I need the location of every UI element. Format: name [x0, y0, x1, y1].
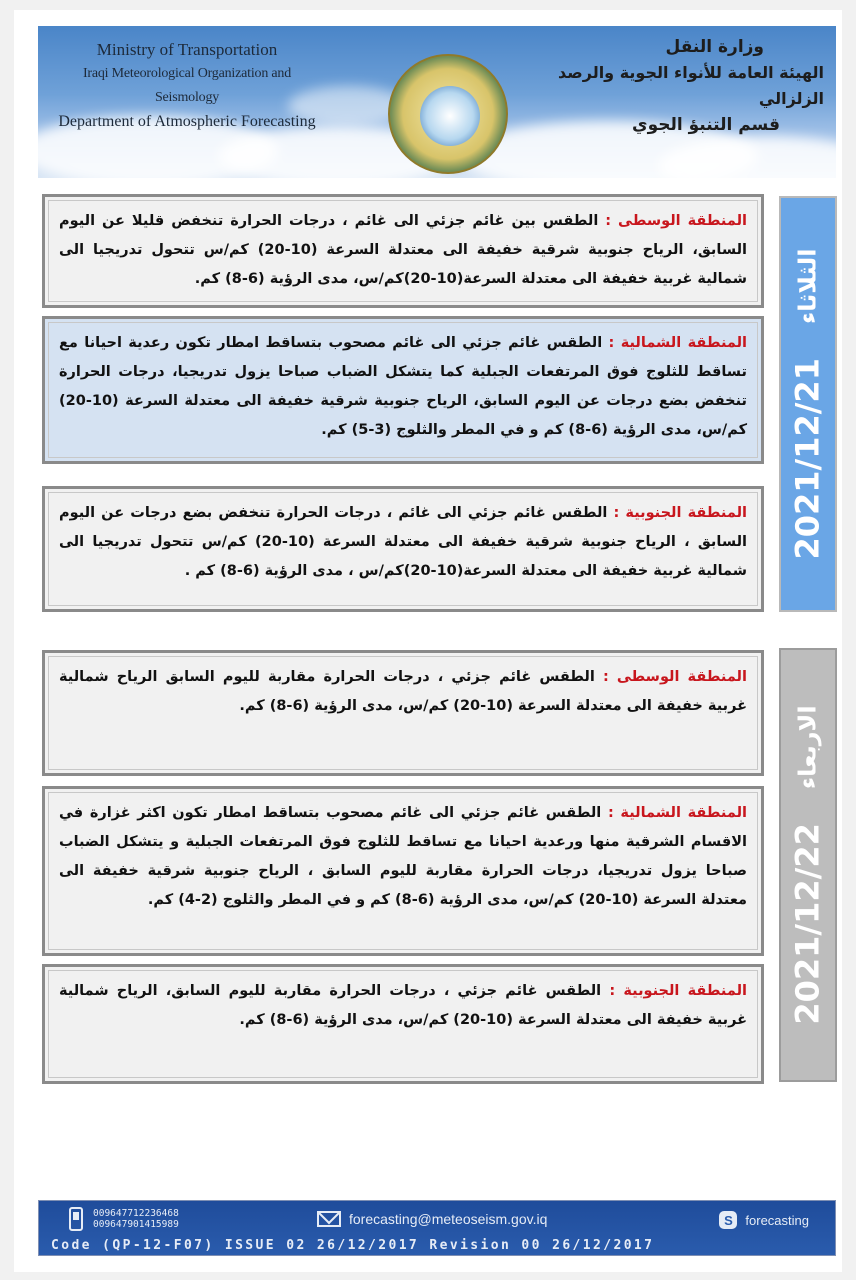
phone-icon	[69, 1207, 83, 1231]
footer-bar	[38, 1200, 836, 1256]
organization-logo	[388, 54, 508, 174]
forecast-day2-central	[42, 650, 764, 776]
day1-date-bar	[779, 196, 837, 612]
region-label: المنطقة الجنوبية :	[609, 983, 747, 999]
phone-number-1: 009647712236468	[93, 1208, 179, 1219]
day2-date-bar	[779, 648, 837, 1082]
day1-date: 2021/12/21	[789, 358, 827, 560]
forecast-day1-north	[42, 316, 764, 464]
ministry-name-ar: وزارة النقل	[665, 37, 764, 57]
region-label: المنطقة الشمالية :	[608, 335, 747, 351]
ministry-name-en: Ministry of Transportation	[96, 40, 278, 59]
forecast-text: الطقس غائم جزئي الى غائم ، درجات الحرارة تنخفض بضع درجات عن اليوم السابق ، الرياح جنوبية شرقية خفيفة الى معتدلة السرعة (10-20) كم/س تتحول تدريجيا الى شمالية غربية خفيفة الى معتدلة السرعة(10-20)كم/س ، مدى الرؤية (6-8) كم .	[59, 505, 747, 579]
header-banner	[38, 26, 836, 178]
footer-email[interactable]	[317, 1211, 547, 1227]
header-arabic	[524, 34, 824, 138]
forecast-text: الطقس غائم جزئي الى غائم مصحوب بتساقط امطار تكون رعدية احيانا مع تساقط للثلوج فوق المرتفعات الجبلية كما يتشكل الضباب صباحا يزول تدريجيا، درجات الحرارة تنخفض بضع درجات عن اليوم السابق، الرياح جنوبية شرقية خفيفة الى معتدلة السرعة (10-20) كم/س، مدى الرؤية (6-8) كم و في المطر والثلوج (3-5) كم.	[59, 335, 747, 438]
skype-icon: S	[719, 1211, 737, 1229]
forecast-day2-south	[42, 964, 764, 1084]
forecast-day1-central	[42, 194, 764, 308]
organization-name-en: Iraqi Meteorological Organization and Seismology	[82, 66, 292, 105]
organization-name-ar: الهيئة العامة للأنواء الجوية والرصد الزلزالي	[558, 63, 824, 108]
forecast-text: الطقس بين غائم جزئي الى غائم ، درجات الحرارة تنخفض قليلا عن اليوم السابق، الرياح جنوبية شرقية خفيفة الى معتدلة السرعة (10-20) كم/س تتحول تدريجيا الى شمالية غربية خفيفة الى معتدلة السرعة(10-20)كم/س، مدى الرؤية (6-8) كم.	[59, 213, 747, 287]
email-address[interactable]: forecasting@meteoseism.gov.iq	[349, 1211, 548, 1227]
region-label: المنطقة الوسطى :	[602, 669, 747, 685]
forecast-text: الطقس غائم جزئي ، درجات الحرارة مقاربة لليوم السابق الرياح شمالية غربية خفيفة الى معتدلة السرعة (10-20) كم/س، مدى الرؤية (6-8) كم.	[59, 669, 747, 714]
skype-name[interactable]: forecasting	[745, 1212, 809, 1228]
mail-icon	[317, 1211, 341, 1227]
department-name-en: Department of Atmospheric Forecasting	[58, 113, 316, 130]
day2-name: الاربعاء	[794, 705, 823, 790]
forecast-day1-south	[42, 486, 764, 612]
logo-emblem-icon	[420, 86, 480, 146]
phone-number-2: 009647901415989	[93, 1219, 179, 1230]
region-label: المنطقة الجنوبية :	[613, 505, 747, 521]
document-code: Code (QP-12-F07) ISSUE 02 26/12/2017 Revision 00 26/12/2017	[51, 1238, 655, 1253]
region-label: المنطقة الوسطى :	[605, 213, 747, 229]
footer-phones	[69, 1207, 179, 1231]
forecast-day2-north	[42, 786, 764, 956]
forecast-text: الطقس غائم جزئي ، درجات الحرارة مقاربة لليوم السابق، الرياح شمالية غربية خفيفة الى معتدلة السرعة (10-20) كم/س، مدى الرؤية (6-8) كم.	[59, 983, 747, 1028]
day1-name: الثلاثاء	[794, 248, 822, 325]
forecast-text: الطقس غائم جزئي الى غائم مصحوب بتساقط امطار تكون اكثر غزارة في الاقسام الشرقية منها ورعدية احيانا مع تساقط للثلوج فوق المرتفعات الجبلية و يتشكل الضباب صباحا يزول تدريجيا، درجات الحرارة مقاربة لليوم السابق ، الرياح جنوبية شرقية خفيفة الى معتدلة السرعة (10-20) كم/س، مدى الرؤية (6-8) كم و في المطر والثلوج (2-4) كم.	[59, 805, 747, 908]
day2-date: 2021/12/22	[789, 823, 828, 1025]
region-label: المنطقة الشمالية :	[607, 805, 747, 821]
department-name-ar: قسم التنبؤ الجوي	[632, 115, 780, 135]
header-english	[52, 38, 322, 134]
footer-skype[interactable]	[719, 1211, 809, 1229]
